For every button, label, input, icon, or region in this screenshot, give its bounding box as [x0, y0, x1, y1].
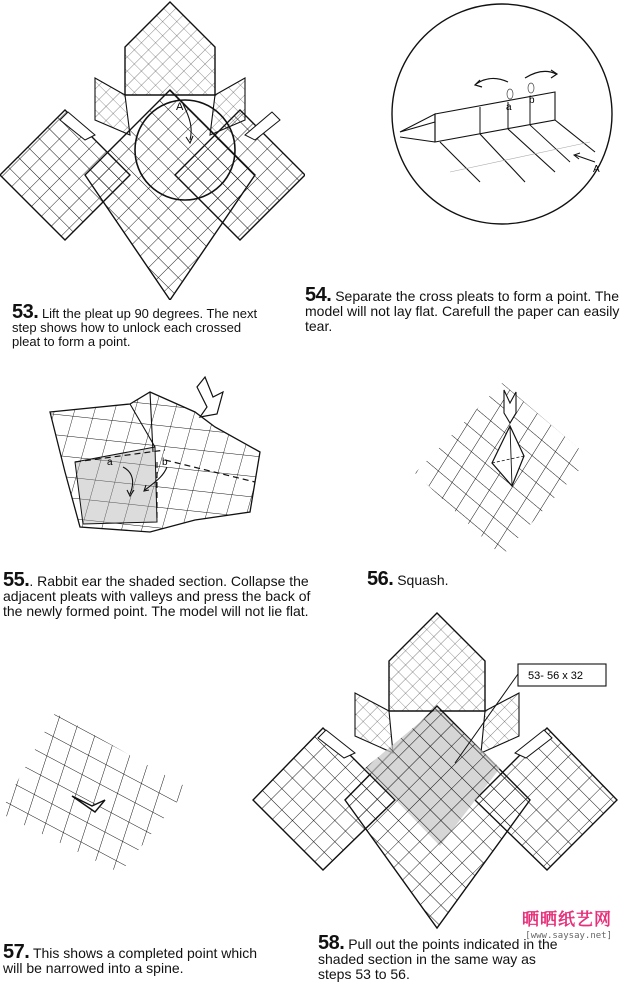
step-text: Separate the cross pleats to form a point. The model will not lay flat. Carefull the paper can easily tear.	[305, 288, 620, 334]
label-b: b	[162, 457, 168, 468]
callout-label: 53- 56 x 32	[528, 670, 584, 682]
step-56-diagram	[412, 378, 592, 558]
label-arrow-a: A	[593, 164, 600, 175]
step-text: Squash.	[397, 572, 449, 588]
step-number: 54.	[305, 284, 332, 306]
step-53-caption	[12, 301, 272, 349]
step-58-caption	[318, 932, 568, 982]
label-a: a	[506, 102, 512, 113]
step-text: Pull out the points indicated in the shaded section in the same way as steps 53 to 56.	[318, 936, 558, 982]
step-53-diagram	[0, 0, 305, 300]
step-57-diagram	[0, 708, 190, 878]
step-54-caption	[305, 284, 620, 334]
logo-chinese: 晒晒纸艺网	[522, 910, 612, 930]
label-b: b	[529, 95, 535, 106]
label-a: a	[107, 457, 113, 468]
step-number: 53.	[12, 301, 39, 323]
site-logo	[522, 905, 612, 941]
step-number: 57.	[3, 941, 30, 963]
step-number: 56.	[367, 568, 394, 590]
step-text: Lift the pleat up 90 degrees. The next step shows how to unlock each crossed pleat to form a point.	[12, 306, 258, 349]
step-number: 55.	[3, 569, 30, 591]
step-58-diagram	[250, 608, 620, 930]
top-flap	[389, 613, 485, 711]
logo-url: [www.saysay.net]	[525, 931, 612, 941]
step-text: . Rabbit ear the shaded section. Collapse the adjacent pleats with valleys and press the back of the newly formed point. The model will not lie flat.	[3, 573, 311, 619]
step-55-diagram	[45, 372, 265, 542]
step-57-caption	[3, 941, 263, 976]
top-flap	[125, 2, 215, 95]
step-number: 58.	[318, 932, 345, 954]
step-54-diagram	[390, 2, 615, 227]
step-text: This shows a completed point which will be narrowed into a spine.	[3, 945, 258, 976]
label-a: A	[176, 101, 184, 113]
step-56-caption	[367, 568, 567, 590]
